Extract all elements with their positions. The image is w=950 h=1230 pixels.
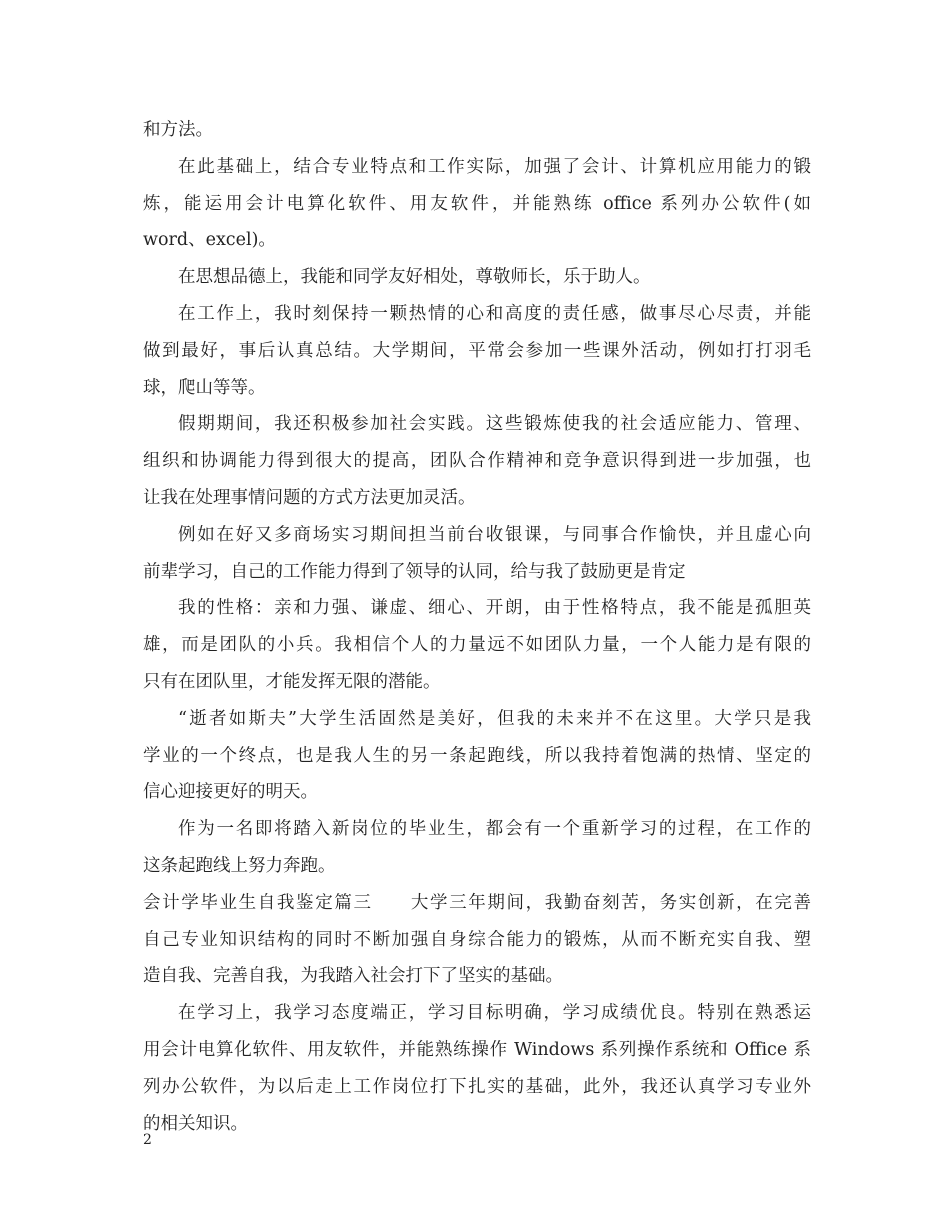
text-line: 学业的一个终点，也是我人生的另一条起跑线，所以我持着饱满的热情、坚定的 (143, 745, 811, 766)
text-line: 用会计电算化软件、用友软件，并能熟练操作 Windows 系列操作系统和 Office 系 (143, 1039, 811, 1060)
text-line: 前辈学习，自己的工作能力得到了领导的认同，给与我了鼓励更是肯定 (143, 561, 686, 582)
text-line: 列办公软件，为以后走上工作岗位打下扎实的基础，此外，我还认真学习专业外 (143, 1076, 811, 1097)
text-line: 雄，而是团队的小兵。我相信个人的力量远不如团队力量，一个人能力是有限的 (143, 635, 811, 656)
text-line: 在学习上，我学习态度端正，学习目标明确，学习成绩优良。特别在熟悉运 (178, 1003, 811, 1024)
text-line: 在此基础上，结合专业特点和工作实际，加强了会计、计算机应用能力的锻 (178, 156, 811, 177)
text-line: 造自我、完善自我，为我踏入社会打下了坚实的基础。 (143, 966, 563, 987)
text-line: “逝者如斯夫”大学生活固然是美好，但我的未来并不在这里。大学只是我 (178, 708, 811, 729)
text-line: 我的性格：亲和力强、谦虚、细心、开朗，由于性格特点，我不能是孤胆英 (178, 598, 811, 619)
text-line: 信心迎接更好的明天。 (143, 782, 318, 803)
text-line: 做到最好，事后认真总结。大学期间，平常会参加一些课外活动，例如打打羽毛 (143, 340, 811, 361)
text-line: word、excel)。 (143, 230, 276, 251)
text-line: 自己专业知识结构的同时不断加强自身综合能力的锻炼，从而不断充实自我、塑 (143, 929, 811, 950)
text-line: 在思想品德上，我能和同学友好相处，尊敬师长，乐于助人。 (178, 267, 651, 288)
text-line: 只有在团队里，才能发挥无限的潜能。 (143, 671, 441, 692)
text-line: 假期期间，我还积极参加社会实践。这些锻炼使我的社会适应能力、管理、 (178, 414, 811, 435)
text-line: 的相关知识。 (143, 1113, 248, 1134)
text-line: 例如在好又多商场实习期间担当前台收银课，与同事合作愉快，并且虚心向 (178, 524, 811, 545)
text-line: 让我在处理事情问题的方式方法更加灵活。 (143, 487, 476, 508)
document-body (143, 112, 811, 1142)
text-line: 作为一名即将踏入新岗位的毕业生，都会有一个重新学习的过程，在工作的 (178, 819, 811, 840)
text-line: 在工作上，我时刻保持一颗热情的心和高度的责任感，做事尽心尽责，并能 (178, 303, 811, 324)
text-line: 和方法。 (143, 120, 213, 140)
text-line: 炼，能运用会计电算化软件、用友软件，并能熟练 office 系列办公软件(如 (143, 193, 811, 214)
text-line: 这条起跑线上努力奔跑。 (143, 855, 336, 876)
page-number: 2 (143, 1132, 152, 1148)
text-line: 组织和协调能力得到很大的提高，团队合作精神和竞争意识得到进一步加强，也 (143, 451, 811, 472)
text-line: 球，爬山等等。 (143, 377, 266, 398)
text-line: 会计学毕业生自我鉴定篇三 大学三年期间，我勤奋刻苦，务实创新，在完善 (143, 892, 811, 913)
